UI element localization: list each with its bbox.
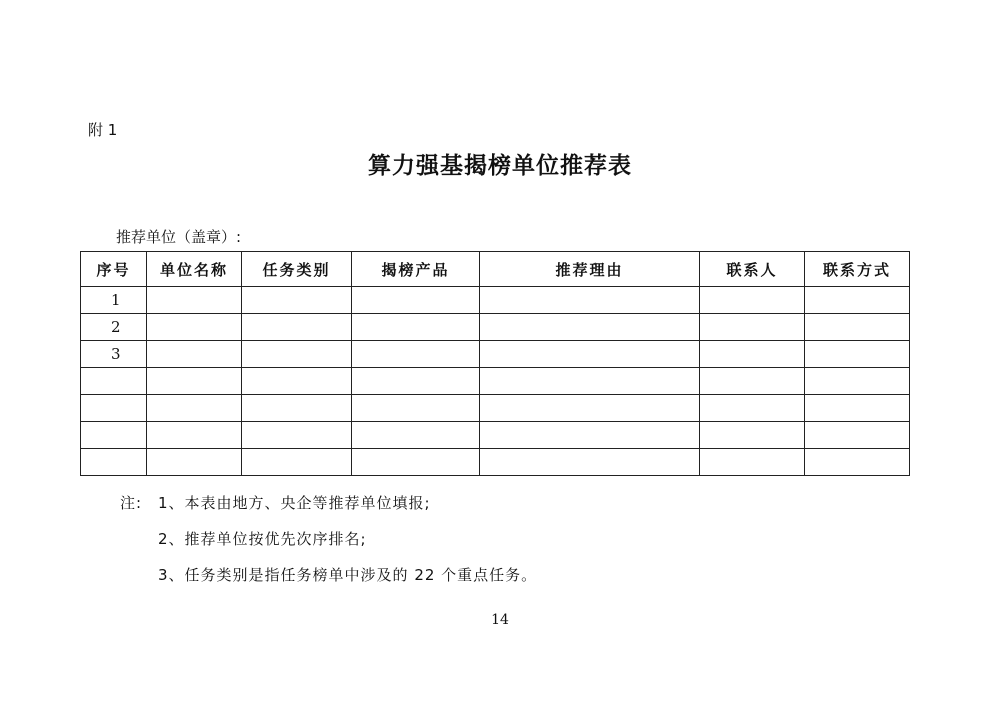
column-header: 单位名称 — [147, 252, 242, 287]
table-cell — [805, 341, 910, 368]
notes-label: 注: — [120, 494, 143, 512]
table-cell — [147, 314, 242, 341]
table-cell — [242, 287, 352, 314]
table-cell — [700, 341, 805, 368]
table-cell — [147, 368, 242, 395]
column-header: 联系方式 — [805, 252, 910, 287]
table-cell — [352, 341, 480, 368]
row-index — [81, 395, 147, 422]
table-cell — [147, 422, 242, 449]
column-header: 序号 — [81, 252, 147, 287]
row-index: 2 — [81, 314, 147, 341]
note-item: 2、推荐单位按优先次序排名; — [158, 530, 367, 548]
table-cell — [805, 368, 910, 395]
table-cell — [352, 287, 480, 314]
column-header: 揭榜产品 — [352, 252, 480, 287]
table-row — [81, 422, 910, 449]
table-cell — [242, 395, 352, 422]
table-header-row — [81, 252, 910, 287]
table-cell — [805, 287, 910, 314]
table-cell — [805, 395, 910, 422]
recommendation-table — [80, 251, 910, 476]
table-cell — [480, 314, 700, 341]
table-cell — [700, 449, 805, 476]
table-cell — [147, 341, 242, 368]
table-cell — [700, 287, 805, 314]
page-number: 14 — [491, 612, 509, 628]
table-cell — [147, 287, 242, 314]
note-item: 1、本表由地方、央企等推荐单位填报; — [158, 494, 431, 512]
table-cell — [242, 449, 352, 476]
table-cell — [480, 368, 700, 395]
table-cell — [480, 422, 700, 449]
row-index — [81, 422, 147, 449]
table-cell — [700, 314, 805, 341]
table-row — [81, 449, 910, 476]
column-header: 推荐理由 — [480, 252, 700, 287]
table-row — [81, 314, 910, 341]
table-row — [81, 395, 910, 422]
table-cell — [242, 368, 352, 395]
table-cell — [480, 341, 700, 368]
row-index: 1 — [81, 287, 147, 314]
table-cell — [242, 422, 352, 449]
table-cell — [242, 341, 352, 368]
row-index — [81, 368, 147, 395]
table-cell — [352, 368, 480, 395]
table-row — [81, 368, 910, 395]
table-cell — [352, 314, 480, 341]
table-row — [81, 287, 910, 314]
table-cell — [805, 314, 910, 341]
table-cell — [805, 422, 910, 449]
column-header: 联系人 — [700, 252, 805, 287]
attachment-label: 附 1 — [88, 121, 118, 139]
recommending-unit-label: 推荐单位（盖章）: — [116, 228, 242, 246]
table-cell — [700, 395, 805, 422]
table-row — [81, 341, 910, 368]
column-header: 任务类别 — [242, 252, 352, 287]
table-cell — [147, 395, 242, 422]
table-cell — [700, 368, 805, 395]
table-cell — [480, 395, 700, 422]
table-cell — [242, 314, 352, 341]
page-title: 算力强基揭榜单位推荐表 — [368, 152, 632, 179]
table-cell — [352, 449, 480, 476]
table-cell — [352, 422, 480, 449]
table-cell — [480, 287, 700, 314]
note-item: 3、任务类别是指任务榜单中涉及的 22 个重点任务。 — [158, 566, 538, 584]
table-cell — [700, 422, 805, 449]
table-cell — [480, 449, 700, 476]
table-cell — [147, 449, 242, 476]
row-index — [81, 449, 147, 476]
table-cell — [352, 395, 480, 422]
row-index: 3 — [81, 341, 147, 368]
table-cell — [805, 449, 910, 476]
